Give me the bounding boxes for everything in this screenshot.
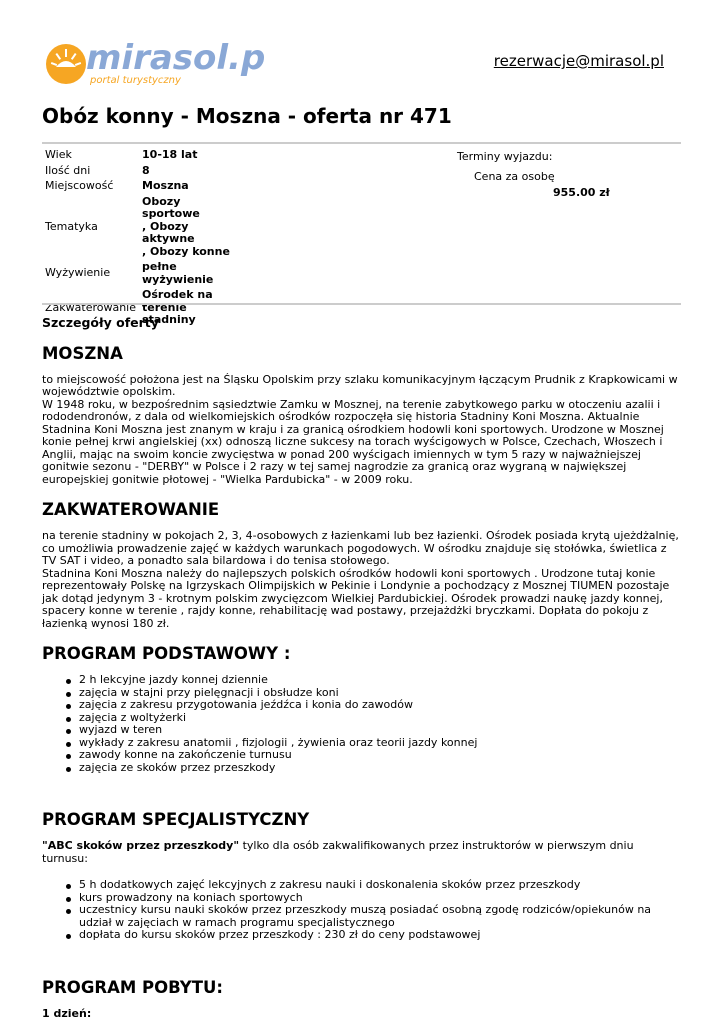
section-heading-accommodation: ZAKWATEROWANIE bbox=[42, 500, 220, 519]
section-heading-program-basic: PROGRAM PODSTAWOWY : bbox=[42, 644, 291, 663]
day-1-label: 1 dzień: bbox=[42, 1006, 92, 1020]
list-item: wyjazd w teren bbox=[79, 724, 682, 737]
info-row bbox=[42, 261, 245, 289]
logo-tagline: portal turystyczny bbox=[90, 75, 181, 86]
accommodation-text: na terenie stadniny w pokojach 2, 3, 4-osobowych z łazienkami lub bez łazienki. Ośrodek posiada krytą ujeżdżalnię, co umożliwia prowadzenie zajęć w każdych warunkach pogodowych. W ośrodku znajduje się stołówka, świetlica z TV SAT i video, a ponadto sala bilardowa i do tenisa stołowego. Stadnina Koni Moszna należy do najlepszych polskich ośrodków hodowli koni sportowych . Urodzone tutaj konie reprezentowały Polskę na Igrzyskach Olimpijskich w Pekinie i Londynie a pochodzący z Mosznej TIUMEN pozostaje jak dotąd jedynym 3 - krotnym polskim zwycięzcom Wielkiej Pardubickiej. Ośrodek prowadzi naukę jazdy konnej, spacery konne w terenie , rajdy konne, rehabilitację wad postawy, przejażdżki bryczkami. Dopłata do pokoju z łazienką wynosi 180 zł. bbox=[42, 529, 679, 630]
page-title: Obóz konny - Moszna - oferta nr 471 bbox=[42, 104, 452, 128]
list-item: 2 h lekcyjne jazdy konnej dziennie bbox=[79, 674, 682, 687]
info-row bbox=[42, 196, 245, 262]
info-label: Miejscowość bbox=[45, 179, 114, 192]
price-label: Cena za osobę bbox=[474, 170, 555, 183]
info-value: pełne wyżywienie bbox=[142, 260, 214, 286]
info-label: Ilość dni bbox=[45, 163, 91, 177]
info-label: Tematyka bbox=[45, 219, 98, 233]
list-item: zajęcia z zakresu przygotowania jeźdźca i konia do zawodów bbox=[79, 699, 682, 712]
info-value: 8 bbox=[142, 163, 150, 177]
list-item: kurs prowadzony na koniach sportowych bbox=[79, 892, 682, 905]
program-special-list bbox=[42, 879, 682, 942]
info-value: Ośrodek na terenie stadniny bbox=[142, 288, 213, 326]
program-special-intro bbox=[42, 840, 682, 865]
info-label: Wiek bbox=[45, 148, 72, 161]
price-value: 955.00 zł bbox=[553, 186, 610, 199]
list-item: zawody konne na zakończenie turnusu bbox=[79, 749, 682, 762]
divider bbox=[42, 142, 681, 144]
info-row bbox=[42, 165, 245, 181]
section-heading-moszna: MOSZNA bbox=[42, 343, 123, 363]
info-value: Obozy sportowe , Obozy aktywne , Obozy konne bbox=[142, 194, 230, 258]
info-label: Zakwaterowanie bbox=[45, 300, 137, 314]
list-item: zajęcia w stajni przy pielęgnacji i obsłudze koni bbox=[79, 687, 682, 700]
info-value: Moszna bbox=[142, 179, 189, 192]
section-heading-program-special: PROGRAM SPECJALISTYCZNY bbox=[42, 810, 310, 829]
info-row bbox=[42, 149, 245, 165]
divider bbox=[42, 303, 681, 305]
list-item: 5 h dodatkowych zajęć lekcyjnych z zakresu nauki i doskonalenia skoków przez przeszkody bbox=[79, 879, 682, 892]
logo-wordmark: mirasol.pl bbox=[86, 38, 264, 78]
program-special-intro-rest: tylko dla osób zakwalifikowanych przez instruktorów w pierwszym dniu turnusu: bbox=[42, 839, 634, 865]
info-value: 10-18 lat bbox=[142, 148, 198, 161]
info-row bbox=[42, 180, 245, 196]
list-item: zajęcia ze skoków przez przeszkody bbox=[79, 762, 682, 775]
section-heading-program-stay: PROGRAM POBYTU: bbox=[42, 977, 224, 997]
mirasol-logo[interactable] bbox=[44, 37, 264, 89]
program-basic-list bbox=[42, 674, 682, 774]
offer-details bbox=[42, 317, 682, 1020]
list-item: dopłata do kursu skoków przez przeszkody : 230 zł do ceny podstawowej bbox=[79, 929, 682, 942]
moszna-text: to miejscowość położona jest na Śląsku Opolskim przy szlaku komunikacyjnym łączącym Prudnik z Krapkowicami w województwie opolskim. W 1948 roku, w bezpośrednim sąsiedztwie Zamku w Mosznej, na terenie zabytkowego parku w otoczeniu azalii i rododendronów, z dala od wielkomiejskich ośrodków rozpoczęła się historia Stadniny Koni Moszna. Aktualnie Stadnina Koni Moszna jest znanym w kraju i za granicą ośrodkiem hodowli koni sportowych. Urodzone w Mosznej konie pełnej krwi angielskiej (xx) odnoszą liczne sukcesy na torach wyścigowych w Polsce, Czechach, Włoszech i Anglii, mając na swoim koncie zwycięstwa w ponad 200 wyścigach imiennych w tym 5 razy w najważniejszej gonitwie sezonu - "DERBY" w Polsce i 2 razy w tej samej nagrodzie za granicą oraz wygraną w największej europejskiej gonitwie płotowej - "Wielka Pardubicka" - w 2009 roku. bbox=[42, 372, 678, 486]
terms-label: Terminy wyjazdu: bbox=[457, 150, 553, 163]
details-heading: Szczegóły oferty bbox=[42, 315, 159, 330]
list-item: wykłady z zakresu anatomii , fizjologii , żywienia oraz teorii jazdy konnej bbox=[79, 737, 682, 750]
sun-logo-icon bbox=[44, 37, 264, 89]
email-link[interactable]: rezerwacje@mirasol.pl bbox=[493, 52, 664, 70]
list-item: uczestnicy kursu nauki skoków przez przeszkody muszą posiadać osobną zgodę rodziców/opiekunów na udział w zajęciach w ramach programu specjalistycznego bbox=[79, 904, 682, 929]
info-label: Wyżywienie bbox=[45, 266, 111, 280]
list-item: zajęcia z woltyżerki bbox=[79, 712, 682, 725]
program-special-intro-bold: "ABC skoków przez przeszkody" bbox=[42, 839, 240, 852]
